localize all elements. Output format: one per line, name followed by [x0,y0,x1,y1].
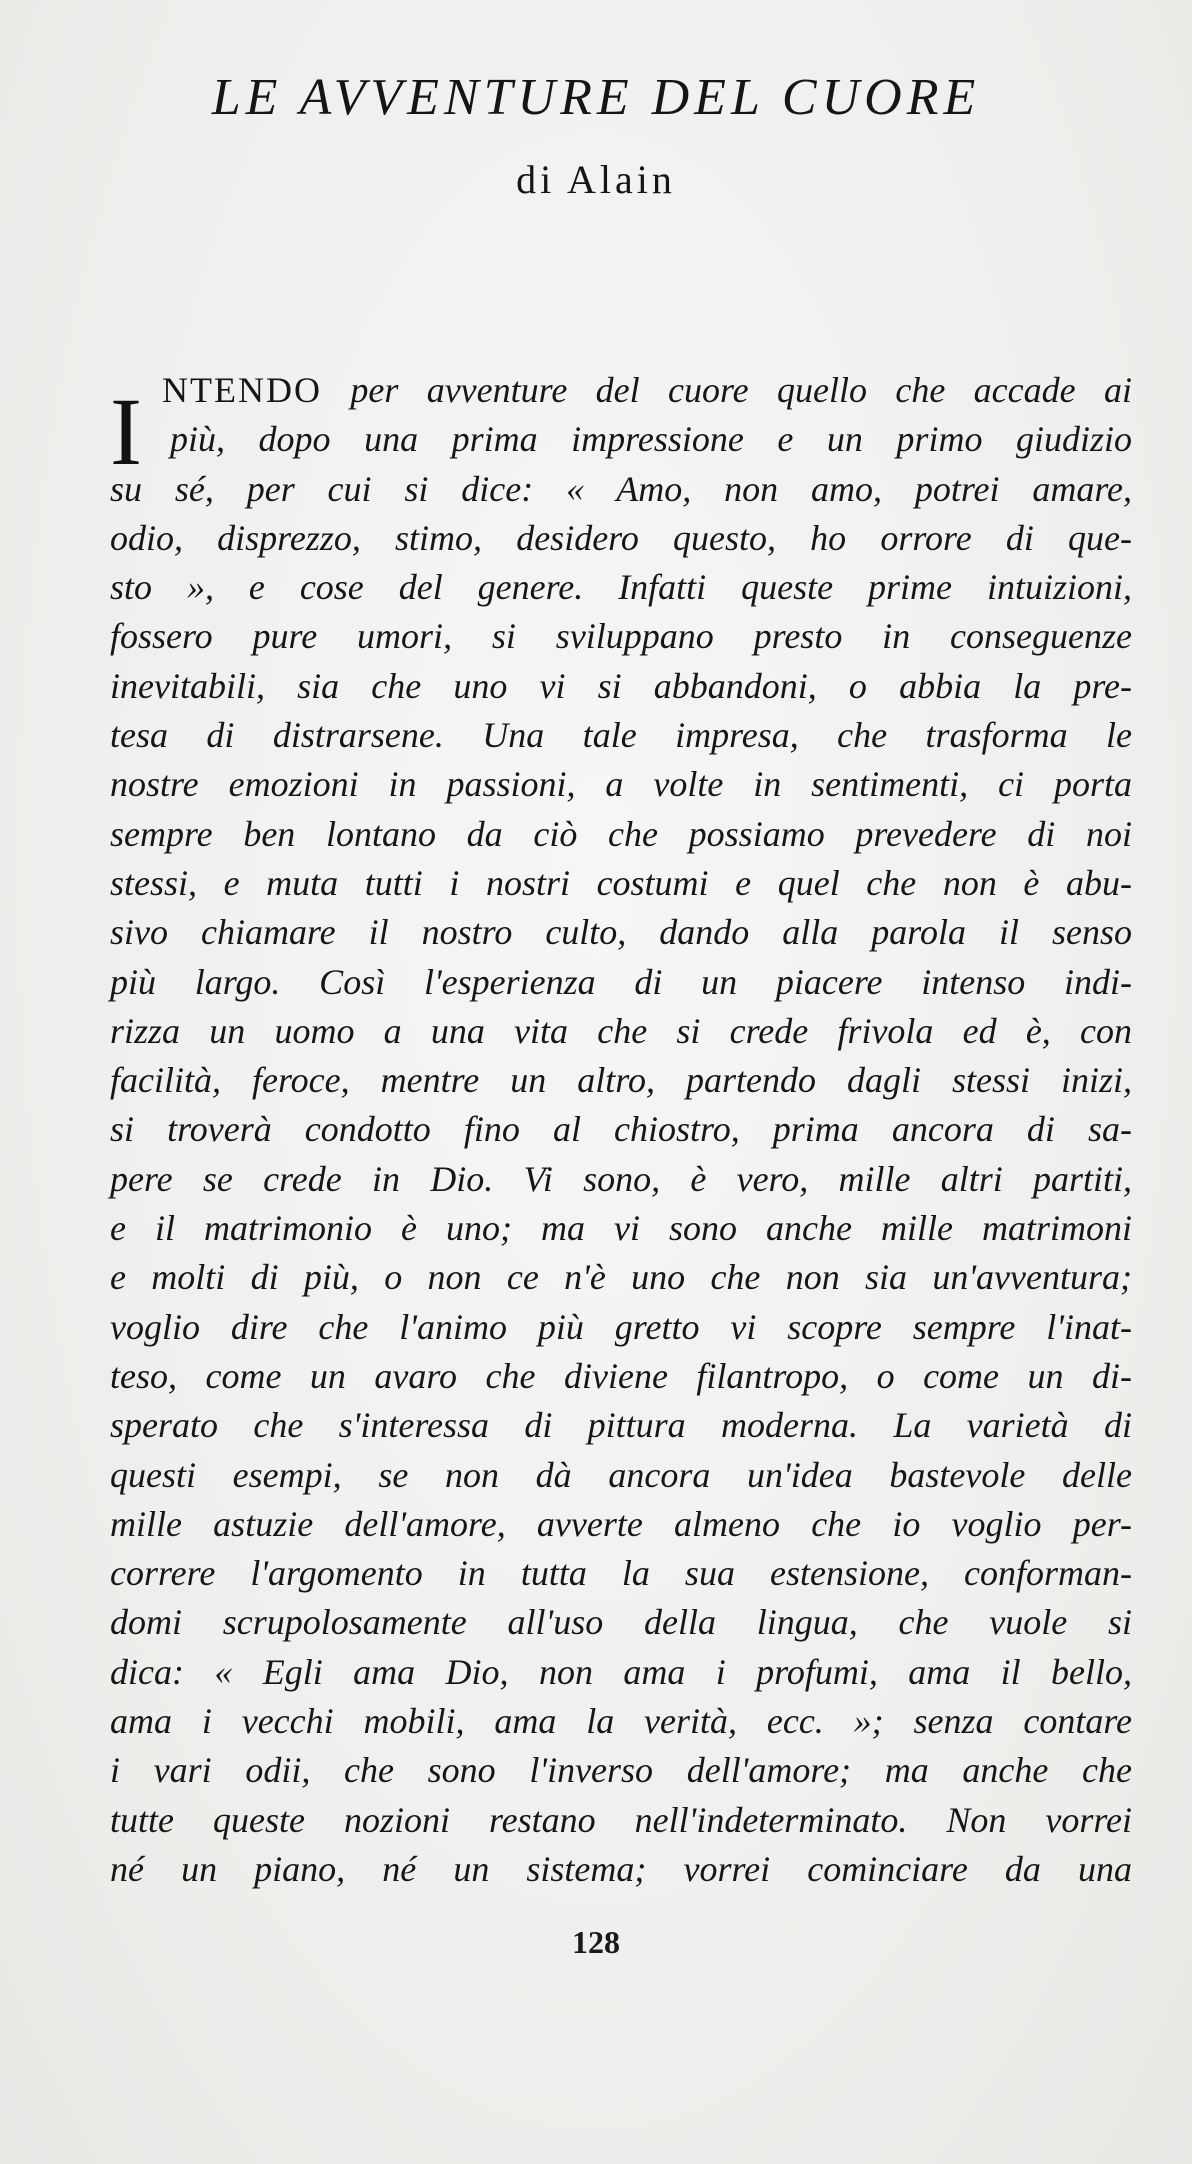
chapter-author: di Alain [516,157,676,202]
text-line: questi esempi, se non dà ancora un'idea bastevole delle [110,1454,1132,1495]
text-line: né un piano, né un sistema; vorrei cominciare da una [110,1848,1132,1889]
text-line: sivo chiamare il nostro culto, dando alla parola il senso [110,912,1132,953]
text-line: nostre emozioni in passioni, a volte in sentimenti, ci porta [110,764,1132,805]
text-line: su sé, per cui si dice: « Amo, non amo, potrei amare, [110,468,1132,509]
drop-cap: I [110,378,142,485]
text-line: sempre ben lontano da ciò che possiamo prevedere di noi [110,813,1132,854]
text-line: mille astuzie dell'amore, avverte almeno che io voglio per- [110,1503,1132,1544]
text-line: inevitabili, sia che uno vi si abbandoni, o abbia la pre- [110,665,1132,706]
text-line: pere se crede in Dio. Vi sono, è vero, mille altri partiti, [110,1158,1132,1199]
text-line: sperato che s'interessa di pittura moderna. La varietà di [110,1405,1132,1446]
text-line: e molti di più, o non ce n'è uno che non sia un'avventura; [110,1257,1132,1298]
body-text [110,366,1132,1894]
text-line: i vari odii, che sono l'inverso dell'amore; ma anche che [110,1750,1132,1791]
first-line-rest: per avventure del cuore quello che accade ai [321,370,1132,410]
text-line: facilità, feroce, mentre un altro, partendo dagli stessi inizi, [110,1060,1132,1101]
text-line: rizza un uomo a una vita che si crede frivola ed è, con [110,1010,1132,1051]
text-line: stessi, e muta tutti i nostri costumi e quel che non è abu- [110,862,1132,903]
text-line: dica: « Egli ama Dio, non ama i profumi, ama il bello, [110,1651,1132,1692]
text-line: fossero pure umori, si sviluppano presto in conseguenze [110,616,1132,657]
text-line: sto », e cose del genere. Infatti queste prime intuizioni, [110,567,1132,608]
text-line: più largo. Così l'esperienza di un piacere intenso indi- [110,961,1132,1002]
text-line: più, dopo una prima impressione e un primo giudizio [170,419,1132,460]
text-line: teso, come un avaro che diviene filantropo, o come un di- [110,1355,1132,1396]
text-line: tutte queste nozioni restano nell'indeterminato. Non vorrei [110,1799,1132,1840]
page-number: 128 [572,1924,620,1960]
text-line: ama i vecchi mobili, ama la verità, ecc. »; senza contare [110,1701,1132,1742]
first-word-smallcaps: NTENDO [162,370,322,410]
text-line: domi scrupolosamente all'uso della lingua, che vuole si [110,1602,1132,1643]
text-line-first [110,366,1132,415]
text-line: si troverà condotto fino al chiostro, prima ancora di sa- [110,1109,1132,1150]
text-line: odio, disprezzo, stimo, desidero questo, ho orrore di que- [110,517,1132,558]
text-line: voglio dire che l'animo più gretto vi scopre sempre l'inat- [110,1306,1132,1347]
text-line: correre l'argomento in tutta la sua estensione, conforman- [110,1553,1132,1594]
text-line: e il matrimonio è uno; ma vi sono anche mille matrimoni [110,1208,1132,1249]
text-line: tesa di distrarsene. Una tale impresa, che trasforma le [110,715,1132,756]
chapter-title: LE AVVENTURE DEL CUORE [211,69,981,126]
